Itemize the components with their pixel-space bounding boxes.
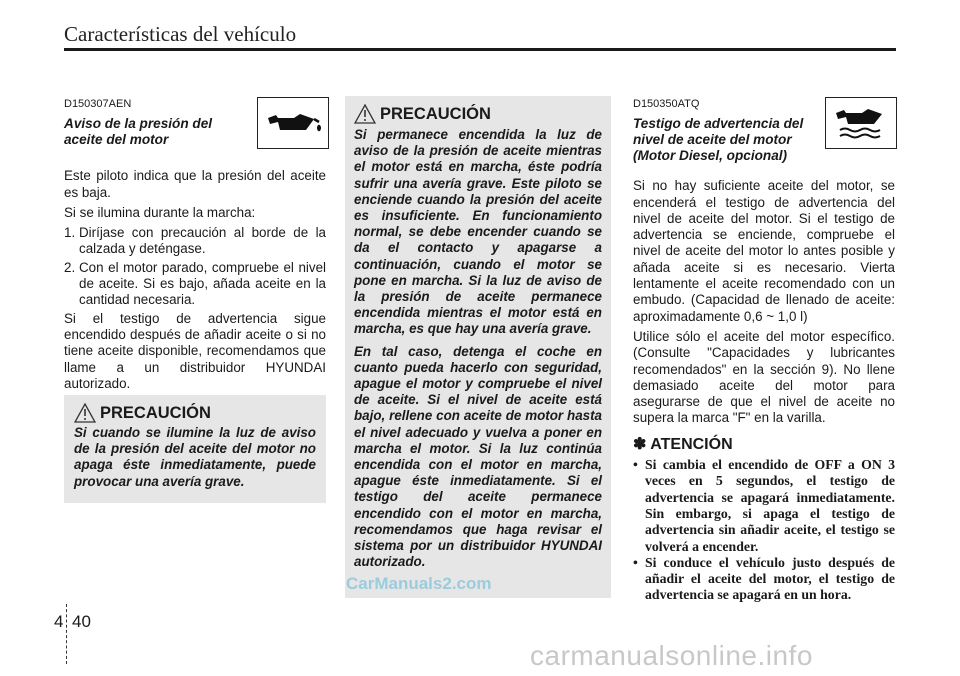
bullet-text: Si conduce el vehículo justo después de añadir el aceite del motor, el testigo de advertencia se apagará en un hora. — [645, 554, 895, 603]
section-number: 4 — [54, 612, 64, 631]
lead-paragraph: Si se ilumina durante la marcha: — [64, 204, 256, 220]
outro-paragraph: Si el testigo de advertencia sigue encendido después de añadir aceite o si no tiene aceite disponible, recomendamos que llame a un distribuidor HYUNDAI autorizado. — [64, 310, 326, 391]
page-divider — [66, 604, 67, 664]
caution-text: Si cuando se ilumine la luz de aviso de la presión del aceite del motor no apaga éste inmediatamente, puede provocar una avería grave. — [74, 425, 316, 489]
list-text: Diríjase con precaución al borde de la calzada y deténgase. — [79, 225, 326, 257]
body-paragraph: Utilice sólo el aceite del motor específico. (Consulte "Capacidades y lubricantes recomendados" en la sección 9). No llene demasiado aceite del motor para asegurarse de que el nivel de aceite no supera la marca "F" en la varilla. — [633, 328, 895, 426]
warning-triangle-icon — [74, 403, 96, 423]
intro-paragraph: Este piloto indica que la presión del aceite es baja. — [64, 168, 326, 200]
caution-text — [354, 127, 602, 570]
caution-paragraph: Si permanece encendida la luz de aviso de la presión de aceite mientras el motor está en marcha, éste podría sufrir una avería grave. Este piloto se enciende cuando la presión del aceite es insuficiente. En funcionamiento normal, se debe encender cuando se da el contacto y apagarse a continuación, cuando el motor se pone en marcha. Si la luz de aviso de la presión de aceite permanece encendida mientras el motor está en marcha, es que hay una avería grave. — [354, 127, 602, 337]
list-number: 1. — [64, 225, 76, 241]
section-code: D150307AEN — [64, 98, 132, 110]
atencion-title: ✽ ATENCIÓN — [633, 435, 733, 453]
list-item — [633, 555, 895, 604]
list-item — [64, 260, 326, 309]
body-paragraph: Si no hay suficiente aceite del motor, se encenderá el testigo de advertencia del nivel de aceite del motor. Si el testigo de advertencia se enciende, compruebe el nivel de aceite del motor lo antes posible y añada aceite si es necesario. Vierta lentamente el aceite recomendado con un embudo. (Capacidad de llenado de aceite: aproximadamente 0,6 ~ 1,0 l) — [633, 178, 895, 324]
caution-title: PRECAUCIÓN — [380, 105, 491, 123]
right-column — [633, 96, 895, 604]
section-title: Testigo de advertencia del nivel de aceite del motor (Motor Diesel, opcional) — [633, 116, 804, 164]
warning-triangle-icon — [354, 104, 376, 124]
header-rule — [64, 48, 896, 51]
caution-box-middle — [345, 96, 611, 598]
list-text: Con el motor parado, compruebe el nivel de aceite. Si es bajo, añada aceite en la cantidad necesaria. — [79, 259, 326, 308]
overlay-watermark: CarManuals2.com — [346, 574, 492, 593]
page-number: 40 — [72, 612, 91, 631]
caution-box-left — [64, 395, 326, 503]
bullet-text: Si cambia el encendido de OFF a ON 3 veces en 5 segundos, el testigo de advertencia se apagará inmediatamente. Sin embargo, si apaga el testigo de advertencia sin añadir aceite, el testigo se volverá a encender. — [645, 457, 895, 554]
bullet-icon: • — [633, 554, 638, 570]
list-item — [633, 457, 895, 555]
oil-level-icon — [832, 105, 890, 141]
page-header-title: Características del vehículo — [64, 22, 297, 46]
caution-header — [74, 403, 316, 423]
oil-level-icon-box — [825, 97, 897, 149]
oil-can-icon — [264, 108, 322, 138]
caution-paragraph: En tal caso, detenga el coche en cuanto pueda hacerlo con seguridad, apague el motor y compruebe el nivel de aceite. Si el nivel de aceite está bajo, rellene con aceite de motor hasta el nivel adecuado y vuelva a poner en marcha el motor. Si la luz continúa encendida con el motor en marcha, apague éste inmediatamente. Si el testigo del aceite permanece encendido con el motor en marcha, recomendamos que haga revisar el sistema por un distribuidor HYUNDAI autorizado. — [354, 343, 602, 570]
oil-pressure-icon-box — [257, 97, 329, 149]
bullet-icon: • — [633, 457, 638, 473]
footer-watermark: carmanualsonline.info — [530, 640, 813, 671]
section-code: D150350ATQ — [633, 98, 700, 110]
list-item — [64, 225, 326, 258]
list-number: 2. — [64, 259, 76, 275]
section-title: Aviso de la presión del aceite del motor — [64, 116, 213, 148]
caution-header — [354, 104, 602, 124]
caution-title: PRECAUCIÓN — [100, 404, 211, 422]
